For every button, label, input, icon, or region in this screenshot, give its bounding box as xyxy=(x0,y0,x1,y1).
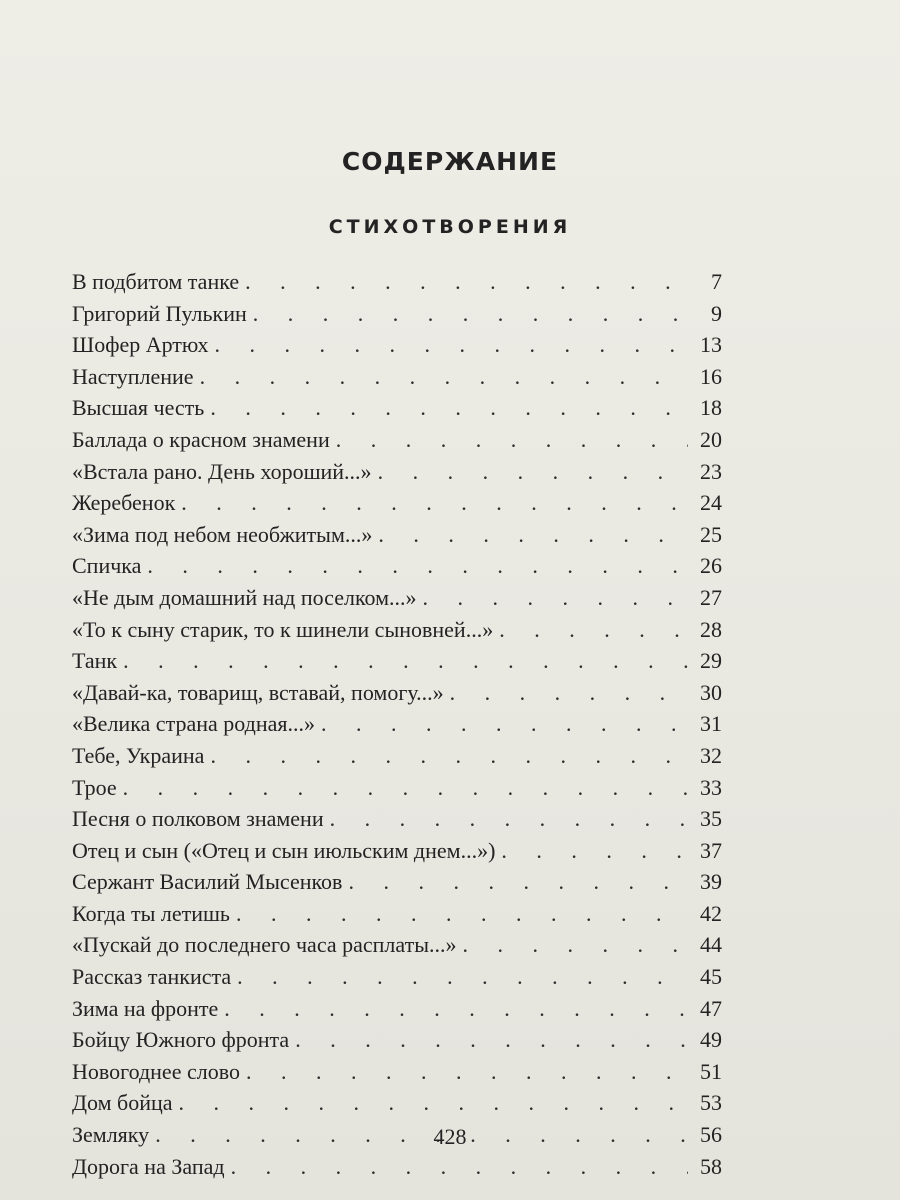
toc-entry xyxy=(72,424,722,456)
toc-entry-title: Когда ты летишь xyxy=(72,900,230,926)
toc-entry xyxy=(72,1151,722,1183)
toc-entry xyxy=(72,772,722,804)
toc-entry-page: 58 xyxy=(700,1153,722,1179)
dot-leader xyxy=(181,487,688,519)
toc-entry-page: 16 xyxy=(700,363,722,389)
dot-leader xyxy=(215,329,688,361)
toc-entry-title: Дом бойца xyxy=(72,1090,173,1116)
toc-entry-title: «Пускай до последнего часа расплаты...» xyxy=(72,932,457,958)
toc-entry-title: В подбитом танке xyxy=(72,269,240,294)
toc-entry xyxy=(72,929,722,961)
toc-entry-page: 9 xyxy=(711,300,722,326)
toc-entry-title: Тебе, Украина xyxy=(72,742,205,768)
toc-entry-page: 30 xyxy=(700,679,722,705)
toc-entry-page: 49 xyxy=(700,1027,722,1053)
dot-leader xyxy=(423,582,688,614)
toc-entry-page: 27 xyxy=(700,584,722,610)
toc-entry xyxy=(72,866,722,898)
toc-entry-page: 26 xyxy=(700,553,722,579)
toc-entry xyxy=(72,392,722,424)
section-heading: СТИХОТВОРЕНИЯ xyxy=(328,216,572,238)
dot-leader xyxy=(147,550,688,582)
toc-entry-page: 28 xyxy=(700,616,722,642)
dot-leader xyxy=(321,708,688,740)
toc-entry xyxy=(72,677,722,709)
toc-entry xyxy=(72,708,722,740)
toc-entry-title: Спичка xyxy=(72,553,142,579)
toc-entry-title: Наступление xyxy=(72,363,194,389)
toc-entry-title: «Велика страна родная...» xyxy=(72,711,315,737)
toc-entry xyxy=(72,582,722,614)
toc-entry xyxy=(72,1024,722,1056)
toc-entry xyxy=(72,361,722,393)
dot-leader xyxy=(253,298,688,330)
toc-entry-page: 45 xyxy=(700,964,722,990)
toc-entry-page: 44 xyxy=(700,932,722,958)
toc-entry xyxy=(72,835,722,867)
toc-entry xyxy=(72,1087,722,1119)
dot-leader xyxy=(210,740,688,772)
toc-entry xyxy=(72,993,722,1025)
dot-leader xyxy=(246,1056,688,1088)
toc-entry-page: 24 xyxy=(700,490,722,516)
dot-leader xyxy=(224,993,688,1025)
dot-leader xyxy=(237,961,688,993)
toc-entry-title: «То к сыну старик, то к шинели сыновней...» xyxy=(72,616,494,642)
dot-leader xyxy=(462,929,688,961)
dot-leader xyxy=(123,772,688,804)
toc-entry xyxy=(72,961,722,993)
toc-entry-page: 7 xyxy=(711,269,722,294)
dot-leader xyxy=(501,835,688,867)
toc-entry xyxy=(72,298,722,330)
toc-entry-page: 25 xyxy=(700,521,722,547)
table-of-contents xyxy=(72,266,722,1182)
toc-entry-title: Новогоднее слово xyxy=(72,1058,240,1084)
toc-entry-page: 18 xyxy=(700,395,722,421)
toc-entry-title: Трое xyxy=(72,774,117,800)
dot-leader xyxy=(123,645,688,677)
dot-leader xyxy=(499,614,688,646)
contents-heading: СОДЕРЖАНИЕ xyxy=(341,147,559,176)
dot-leader xyxy=(378,519,688,551)
toc-entry xyxy=(72,803,722,835)
toc-entry-page: 13 xyxy=(700,332,722,358)
toc-entry-page: 23 xyxy=(700,458,722,484)
dot-leader xyxy=(245,266,688,298)
toc-entry-title: Рассказ танкиста xyxy=(72,964,232,990)
toc-entry xyxy=(72,487,722,519)
toc-entry xyxy=(72,266,722,298)
toc-entry-title: Песня о полковом знамени xyxy=(72,806,324,832)
toc-entry-title: Зима на фронте xyxy=(72,995,219,1021)
toc-entry-title: «Встала рано. День хороший...» xyxy=(72,458,372,484)
dot-leader xyxy=(231,1151,688,1183)
dot-leader xyxy=(348,866,688,898)
toc-entry-title: Сержант Василий Мысенков xyxy=(72,869,343,895)
toc-entry-page: 20 xyxy=(700,426,722,452)
toc-entry-page: 53 xyxy=(700,1090,722,1116)
dot-leader xyxy=(179,1087,688,1119)
toc-entry-title: Григорий Пулькин xyxy=(72,300,247,326)
toc-entry xyxy=(72,550,722,582)
dot-leader xyxy=(378,456,688,488)
toc-entry-page: 42 xyxy=(700,900,722,926)
toc-entry xyxy=(72,519,722,551)
toc-entry-title: «Давай-ка, товарищ, вставай, помогу...» xyxy=(72,679,444,705)
dot-leader xyxy=(295,1024,688,1056)
toc-entry xyxy=(72,645,722,677)
toc-entry-title: Шофер Артюх xyxy=(72,332,209,358)
toc-entry-title: Танк xyxy=(72,648,118,674)
toc-entry-title: Земляку xyxy=(72,1122,150,1148)
toc-entry xyxy=(72,329,722,361)
dot-leader xyxy=(210,392,688,424)
toc-entry-title: Дорога на Запад xyxy=(72,1153,225,1179)
dot-leader xyxy=(330,803,688,835)
dot-leader xyxy=(200,361,688,393)
toc-entry xyxy=(72,456,722,488)
dot-leader xyxy=(450,677,688,709)
toc-entry-page: 51 xyxy=(700,1058,722,1084)
toc-entry xyxy=(72,614,722,646)
toc-entry-page: 33 xyxy=(700,774,722,800)
toc-entry-page: 32 xyxy=(700,742,722,768)
toc-entry-page: 39 xyxy=(700,869,722,895)
toc-entry-title: Отец и сын («Отец и сын июльским днем...») xyxy=(72,837,496,863)
toc-entry-title: Бойцу Южного фронта xyxy=(72,1027,290,1053)
toc-entry-page: 37 xyxy=(700,837,722,863)
page-number: 428 xyxy=(433,1124,467,1149)
toc-entry-title: Жеребенок xyxy=(72,490,176,516)
toc-entry xyxy=(72,740,722,772)
toc-entry-title: Высшая честь xyxy=(72,395,205,421)
toc-entry xyxy=(72,898,722,930)
toc-entry-title: «Не дым домашний над поселком...» xyxy=(72,584,417,610)
toc-entry-page: 56 xyxy=(700,1122,722,1148)
toc-entry xyxy=(72,1056,722,1088)
toc-entry-page: 29 xyxy=(700,648,722,674)
toc-entry-title: «Зима под небом необжитым...» xyxy=(72,521,373,547)
toc-entry-page: 47 xyxy=(700,995,722,1021)
toc-entry-page: 31 xyxy=(700,711,722,737)
dot-leader xyxy=(236,898,688,930)
toc-entry-title: Баллада о красном знамени xyxy=(72,426,330,452)
toc-entry-page: 35 xyxy=(700,806,722,832)
dot-leader xyxy=(336,424,688,456)
